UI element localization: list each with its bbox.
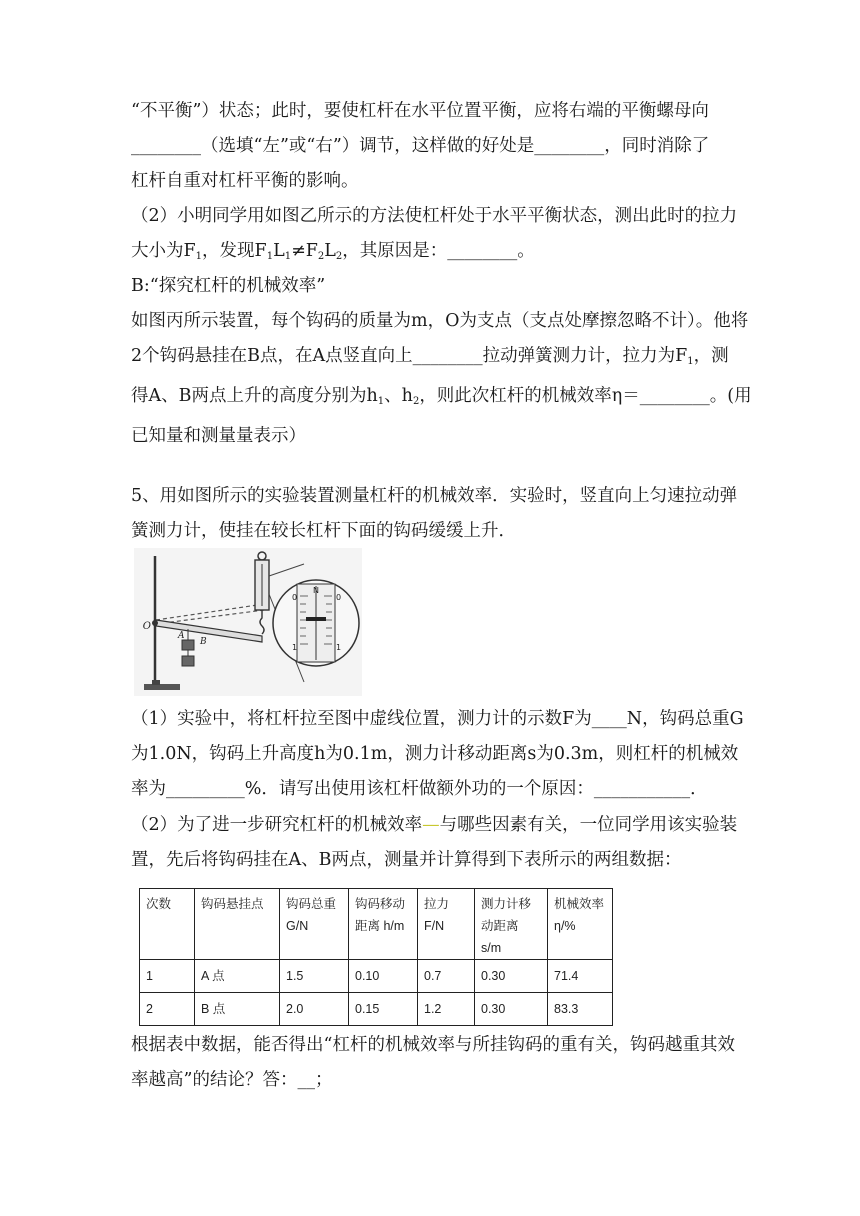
lever-apparatus-drawing	[134, 548, 362, 696]
part-b-paragraph	[131, 269, 751, 454]
section-title: B:“探究杠杆的机械效率”	[131, 276, 326, 296]
table-cell: 1.5	[280, 960, 349, 993]
table-header-row	[140, 889, 613, 960]
part-a2-paragraph	[131, 199, 751, 274]
table-cell: 0.7	[418, 960, 475, 993]
label-o: O	[142, 621, 151, 632]
text-line: 得A、B两点上升的高度分别为$h_1$、$h_2$，则此次杠杆的机械效率η＝________。(用	[131, 386, 752, 407]
question-5-2-paragraph	[131, 808, 751, 878]
text-line: 2个钩码悬挂在B点，在A点竖直向上________拉动弹簧测力计，拉力为$F_1$，测	[131, 346, 729, 367]
text-line: 大小为$F_1$，发现$F_1L_1\ne F_2L_2$，其原因是：________。	[131, 241, 535, 262]
table-cell: 0.30	[475, 960, 548, 993]
table-header-cell: 钩码移动 距离 h/m	[349, 889, 418, 960]
part-a-paragraph	[131, 94, 751, 199]
table-header-cell: 测力计移 动距离 s/m	[475, 889, 548, 960]
data-table-wrapper	[139, 888, 613, 1026]
table-row	[140, 993, 613, 1026]
scale-label: 1	[292, 643, 298, 652]
scale-unit: N	[313, 586, 319, 595]
text-line: 杠杆自重对杠杆平衡的影响。	[131, 171, 359, 191]
table-row	[140, 960, 613, 993]
text-line: 已知量和测量量表示）	[131, 426, 306, 446]
text-line: ________（选填“左”或“右”）调节，这样做的好处是________，同时消除了	[131, 136, 710, 156]
text-line: （2）为了进一步研究杠杆的机械效率—与哪些因素有关，一位同学用该实验装	[131, 815, 738, 835]
table-cell: 0.30	[475, 993, 548, 1026]
text-line: 簧测力计，使挂在较长杠杆下面的钩码缓缓上升．	[131, 521, 516, 541]
text-line: “不平衡”）状态；此时，要使杠杆在水平位置平衡，应将右端的平衡螺母向	[131, 101, 709, 121]
conclusion-paragraph	[131, 1028, 751, 1098]
table-header-cell: 钩码总重 G/N	[280, 889, 349, 960]
table-header-cell: 次数	[140, 889, 195, 960]
question-5-1-paragraph	[131, 702, 751, 807]
table-cell: B 点	[195, 993, 280, 1026]
table-cell: A 点	[195, 960, 280, 993]
table-cell: 0.15	[349, 993, 418, 1026]
table-cell: 1	[140, 960, 195, 993]
text-line: 5、用如图所示的实验装置测量杠杆的机械效率．实验时，竖直向上匀速拉动弹	[131, 486, 738, 506]
text-line: 根据表中数据，能否得出“杠杆的机械效率与所挂钩码的重有关，钩码越重其效	[131, 1035, 735, 1055]
data-table	[139, 888, 613, 1026]
label-a: A	[178, 631, 185, 641]
table-cell: 83.3	[548, 993, 613, 1026]
text-line: 率为_________%．请写出使用该杠杆做额外功的一个原因：___________．	[131, 779, 708, 799]
text-line: 为1.0N，钩码上升高度h为0.1m，测力计移动距离s为0.3m，则杠杆的机械效	[131, 744, 739, 764]
question-5-paragraph	[131, 479, 751, 549]
text-line: （2）小明同学用如图乙所示的方法使杠杆处于水平平衡状态，测出此时的拉力	[131, 206, 738, 226]
label-b: B	[200, 637, 207, 647]
text-line: 置，先后将钩码挂在A、B两点，测量并计算得到下表所示的两组数据：	[131, 850, 682, 870]
table-header-cell: 机械效率 η/%	[548, 889, 613, 960]
table-cell: 0.10	[349, 960, 418, 993]
table-cell: 71.4	[548, 960, 613, 993]
text-line: 率越高”的结论？答：__；	[131, 1070, 333, 1090]
text-line: 如图丙所示装置，每个钩码的质量为m，O为支点（支点处摩擦忽略不计）。他将	[131, 311, 749, 331]
text-line: （1）实验中，将杠杆拉至图中虚线位置，测力计的示数F为____N，钩码总重G	[131, 709, 744, 729]
scale-label: 0	[292, 593, 298, 602]
table-cell: 2.0	[280, 993, 349, 1026]
lever-apparatus-figure	[134, 548, 362, 696]
scale-label: 1	[336, 643, 342, 652]
table-header-cell: 拉力 F/N	[418, 889, 475, 960]
table-cell: 1.2	[418, 993, 475, 1026]
table-cell: 2	[140, 993, 195, 1026]
table-header-cell: 钩码悬挂点	[195, 889, 280, 960]
scale-label: 0	[336, 593, 342, 602]
